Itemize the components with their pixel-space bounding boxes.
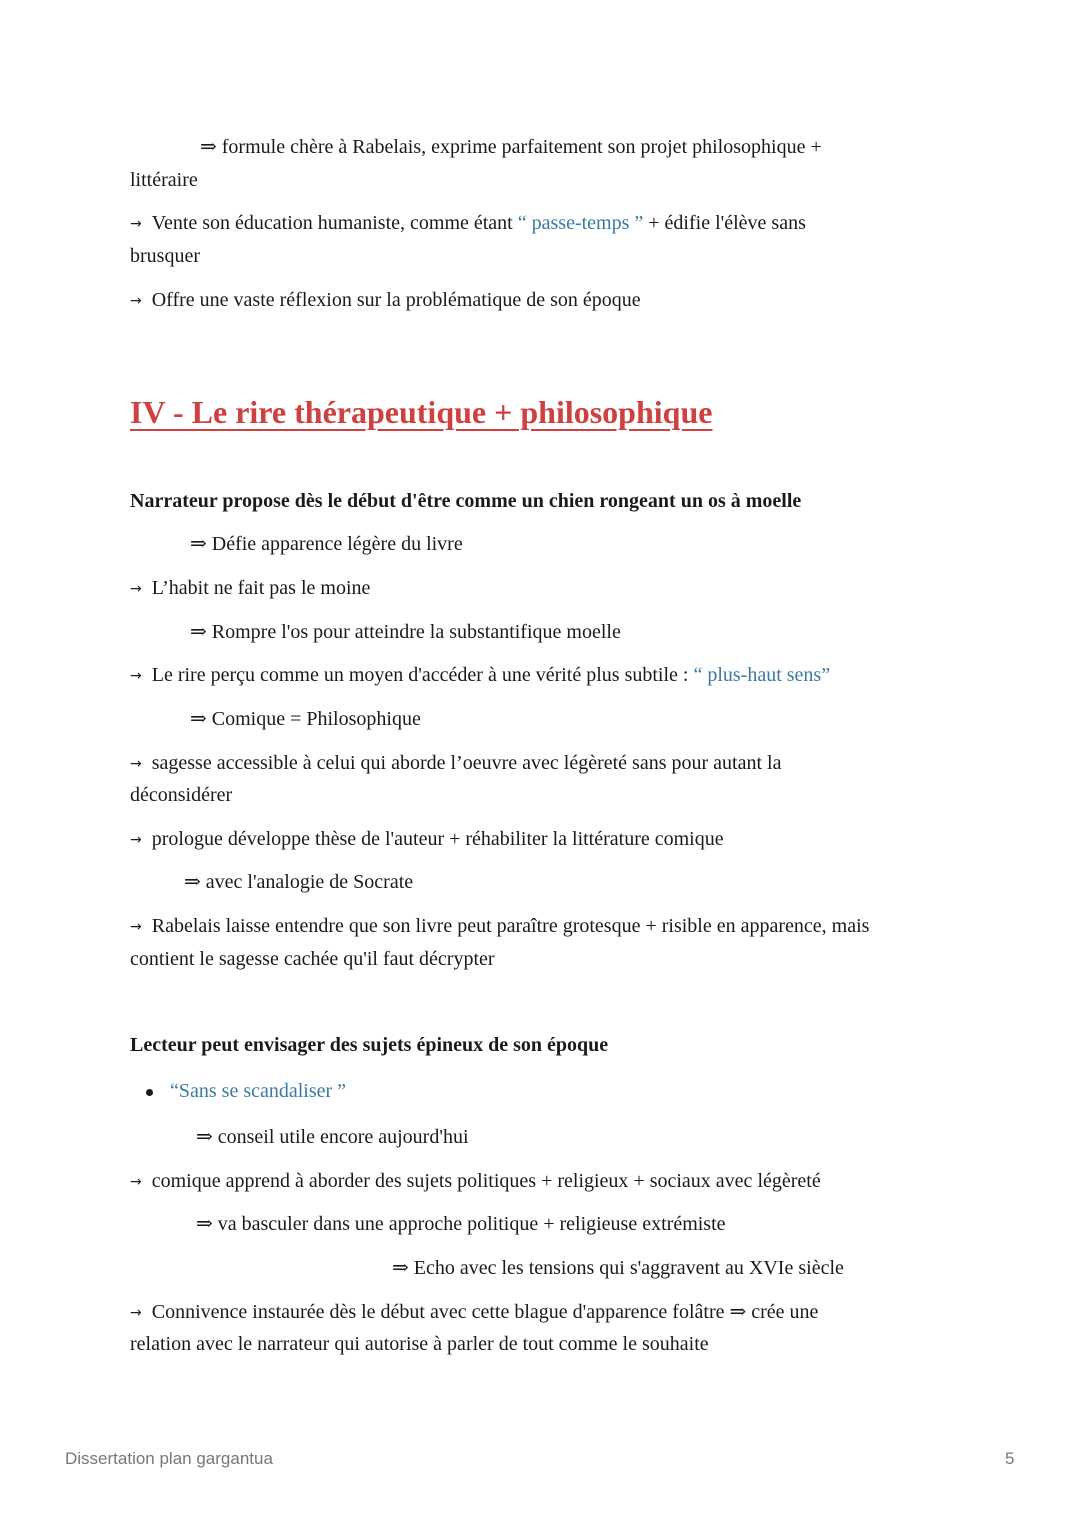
text-line: ⇒ Rompre l'os pour atteindre la substantifique moelle [190,621,621,643]
quote-text: “ plus-haut sens” [693,664,831,686]
arrow-icon: → [130,668,142,684]
text-line: contient le sagesse cachée qu'il faut décrypter [130,948,495,970]
text-line: → Connivence instaurée dès le début avec cette blague d'apparence folâtre ⇒ crée une [130,1301,819,1323]
text-line: → Offre une vaste réflexion sur la problématique de son époque [130,289,641,311]
text-line: → Le rire perçu comme un moyen d'accéder à une vérité plus subtile : “ plus-haut sens” [130,664,831,686]
text-line: → L’habit ne fait pas le moine [130,577,371,599]
text-line: littéraire [130,169,198,191]
subsection-title: Lecteur peut envisager des sujets épineux de son époque [130,1034,609,1056]
text-line: → Vente son éducation humaniste, comme étant “ passe-temps ” + édifie l'élève sans [130,212,806,234]
text-line: → Rabelais laisse entendre que son livre peut paraître grotesque + risible en apparence, mais [130,915,870,937]
text-line: → comique apprend à aborder des sujets politiques + religieux + sociaux avec légèreté [130,1170,821,1192]
arrow-icon: → [130,216,142,232]
arrow-icon: → [130,832,142,848]
text-line: ⇒ Echo avec les tensions qui s'aggravent au XVIe siècle [392,1257,844,1279]
page-number: 5 [1005,1449,1015,1468]
text-line: déconsidérer [130,784,233,806]
text-line: relation avec le narrateur qui autorise à parler de tout comme le souhaite [130,1333,709,1355]
text-line: → prologue développe thèse de l'auteur + réhabiliter la littérature comique [130,828,724,850]
text-line: brusquer [130,245,200,267]
text-line: ⇒ formule chère à Rabelais, exprime parfaitement son projet philosophique + [200,136,822,158]
text-line: ⇒ Défie apparence légère du livre [190,533,463,555]
quote-text: “ passe-temps ” [517,212,644,234]
text-line: ⇒ conseil utile encore aujourd'hui [196,1126,469,1148]
bullet-icon [146,1089,153,1096]
text-line: → sagesse accessible à celui qui aborde l’oeuvre avec légèreté sans pour autant la [130,752,782,774]
arrow-icon: → [130,1174,142,1190]
text-line: ⇒ Comique = Philosophique [190,708,421,730]
text-line: ⇒ va basculer dans une approche politique + religieuse extrémiste [196,1213,726,1235]
arrow-icon: → [130,919,142,935]
footer-title: Dissertation plan gargantua [65,1449,273,1468]
subsection-title: Narrateur propose dès le début d'être comme un chien rongeant un os à moelle [130,490,802,512]
arrow-icon: → [130,293,142,309]
arrow-icon: → [130,756,142,772]
text-line: ⇒ avec l'analogie de Socrate [184,871,414,893]
section-heading: IV - Le rire thérapeutique + philosophique [130,394,713,430]
arrow-icon: → [130,581,142,597]
quote-text: “Sans se scandaliser ” [170,1080,347,1102]
arrow-icon: → [130,1305,142,1321]
